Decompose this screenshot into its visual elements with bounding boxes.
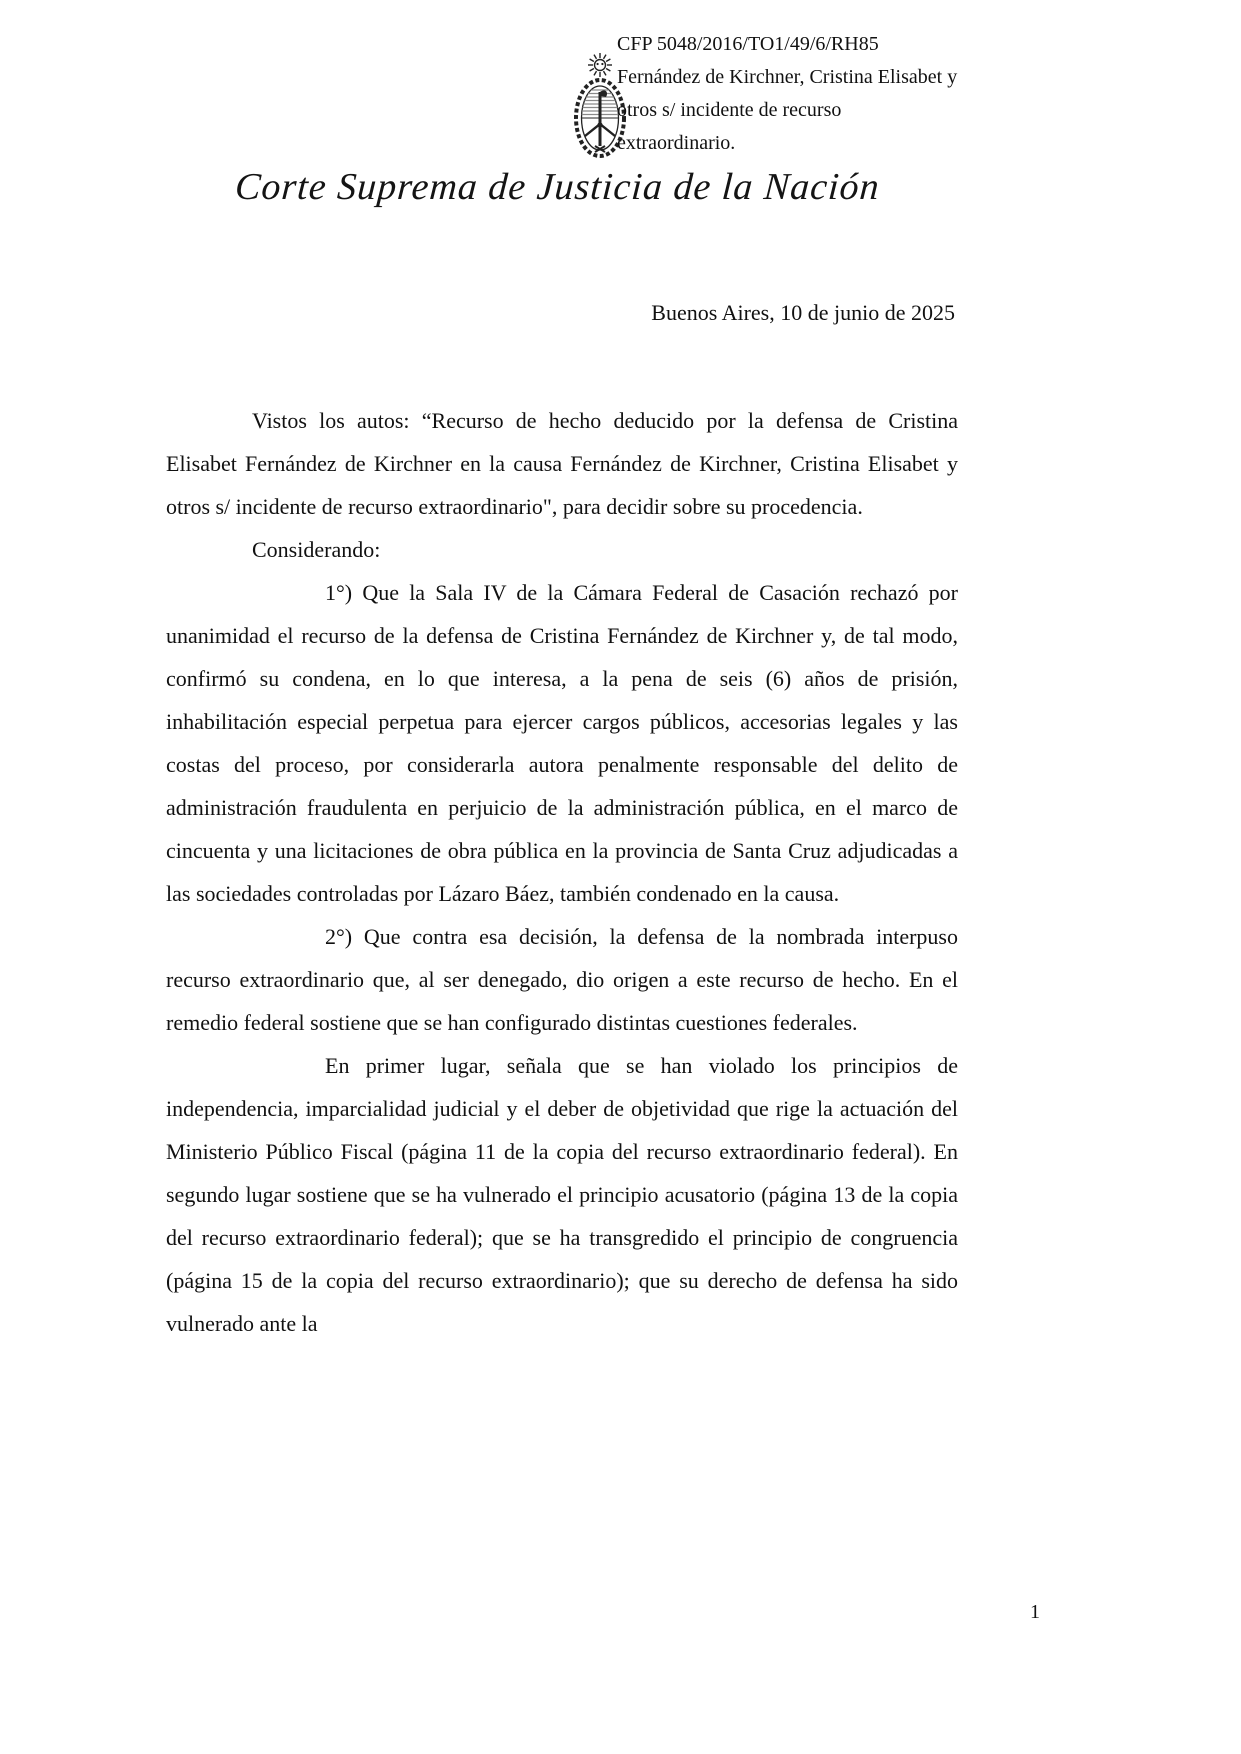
page-number: 1: [1030, 1601, 1040, 1623]
paragraph-2: 2°) Que contra esa decisión, la defensa de la nombrada interpuso recurso extraordinario que, al ser denegado, dio origen a este recurso de hecho. En el remedio federal sostiene que se han configurado distintas cuestiones federales.: [166, 924, 958, 1035]
court-title: Corte Suprema de Justicia de la Nación: [233, 166, 882, 208]
paragraph-en-primer-lugar: En primer lugar, señala que se han violado los principios de independencia, imparcialidad judicial y el deber de objetividad que rige la actuación del Ministerio Público Fiscal (página 11 de la copia del recurso extraordinario federal). En segundo lugar sostiene que se ha vulnerado el principio acusatorio (página 13 de la copia del recurso extraordinario federal); que se ha transgredido el principio de congruencia (página 15 de la copia del recurso extraordinario); que su derecho de defensa ha sido vulnerado ante la: [166, 1053, 958, 1336]
paragraph-vistos: Vistos los autos: “Recurso de hecho deducido por la defensa de Cristina Elisabet Fernández de Kirchner en la causa Fernández de Kirchner, Cristina Elisabet y otros s/ incidente de recurso extraordinario", para decidir sobre su procedencia.: [166, 408, 958, 519]
case-caption-block: [617, 28, 987, 160]
document-body: [166, 399, 958, 1345]
case-caption-line: extraordinario.: [617, 132, 736, 154]
dateline: Buenos Aires, 10 de junio de 2025: [651, 300, 955, 325]
case-caption-line: otros s/ incidente de recurso: [617, 99, 842, 121]
paragraph-1: 1°) Que la Sala IV de la Cámara Federal de Casación rechazó por unanimidad el recurso de la defensa de Cristina Fernández de Kirchner y, de tal modo, confirmó su condena, en lo que interesa, a la pena de seis (6) años de prisión, inhabilitación especial perpetua para ejercer cargos públicos, accesorias legales y las costas del proceso, por considerarla autora penalmente responsable del delito de administración fraudulenta en perjuicio de la administración pública, en el marco de cincuenta y una licitaciones de obra pública en la provincia de Santa Cruz adjudicadas a las sociedades controladas por Lázaro Báez, también condenado en la causa.: [166, 580, 958, 906]
paragraph-considerando: Considerando:: [252, 537, 381, 562]
case-number: CFP 5048/2016/TO1/49/6/RH85: [617, 33, 879, 55]
case-caption-line: Fernández de Kirchner, Cristina Elisabet y: [617, 66, 958, 88]
